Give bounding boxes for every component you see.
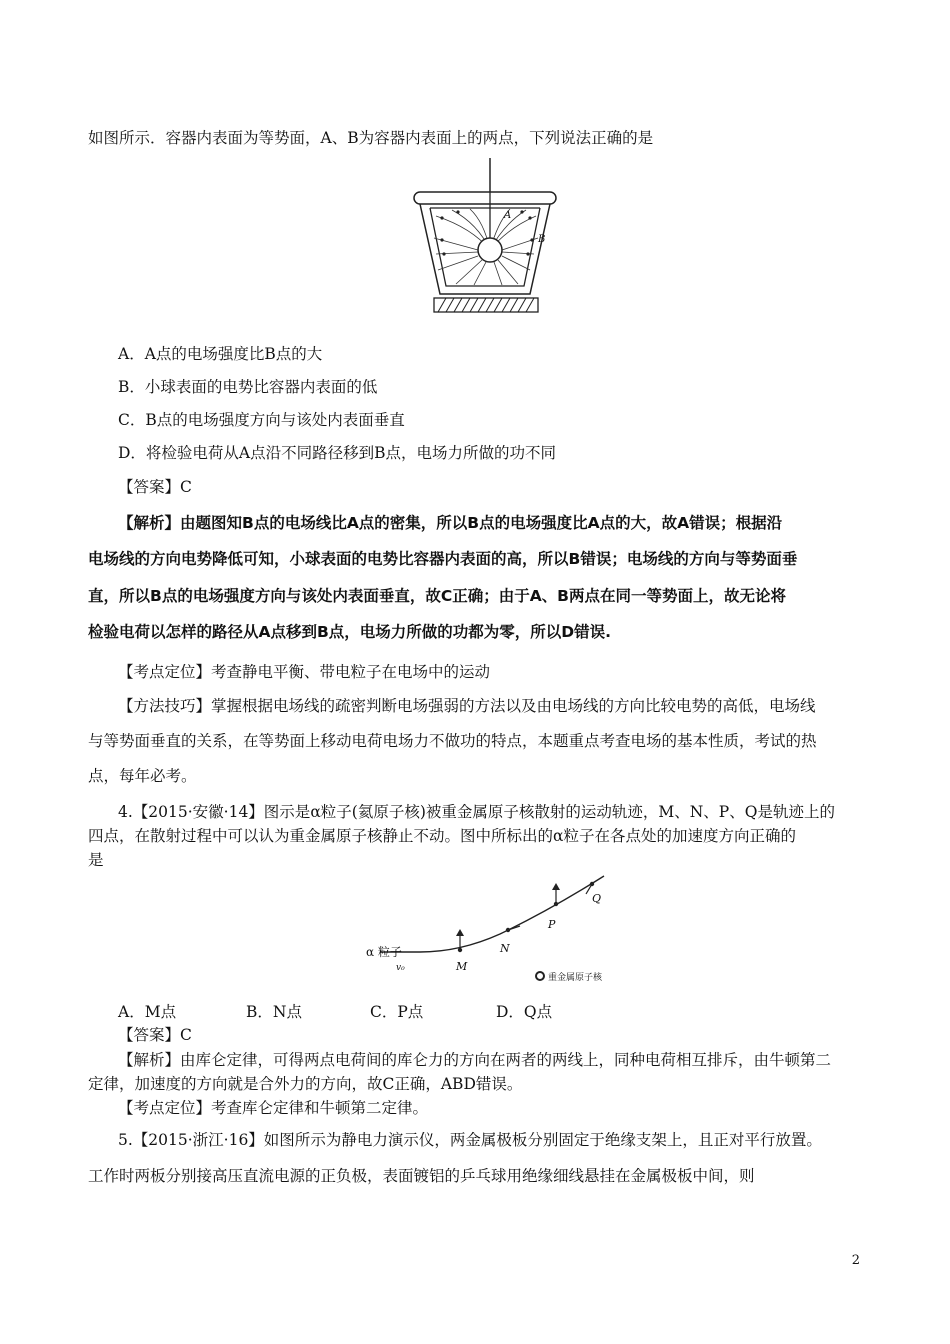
intro-line: 如图所示．容器内表面为等势面，A、B为容器内表面上的两点，下列说法正确的是: [88, 129, 654, 147]
point-m: M: [456, 960, 468, 973]
q5-stem-line2: 工作时两板分别接高压直流电源的正负极，表面镀铝的乒乓球用绝缘细线悬挂在金属极板中间，则: [88, 1167, 755, 1185]
q3-fangfa-line2: 与等势面垂直的关系，在等势面上移动电荷电场力不做功的特点，本题重点考查电场的基本性质，考试的热: [88, 732, 817, 750]
q3-option-c: C．B点的电场强度方向与该处内表面垂直: [118, 411, 405, 429]
q4-option-b: B．N点: [246, 1003, 302, 1021]
point-p: P: [548, 918, 556, 931]
scattering-figure: [360, 872, 630, 992]
q3-option-a: A．A点的电场强度比B点的大: [118, 345, 323, 363]
q3-analysis-line1: 【解析】由题图知B点的电场线比A点的密集，所以B点的电场强度比A点的大，故A错误；根据沿: [118, 514, 783, 532]
q3-analysis-line3: 直，所以B点的电场强度方向与该处内表面垂直，故C正确；由于A、B两点在同一等势面上，故无论将: [88, 587, 787, 605]
q4-option-d: D．Q点: [496, 1003, 553, 1021]
alpha-particle-label: α 粒子: [366, 945, 402, 959]
q3-fangfa-line3: 点，每年必考。: [88, 767, 197, 785]
q5-stem-line1: 5.【2015·浙江·16】如图所示为静电力演示仪，两金属极板分别固定于绝缘支架上，且正对平行放置。: [118, 1131, 822, 1149]
nucleus-legend: 重金属原子核: [548, 973, 603, 983]
point-n: N: [500, 942, 510, 955]
v0-label: v₀: [396, 963, 405, 973]
q4-analysis-line2: 定律，加速度的方向就是合外力的方向，故C正确，ABD错误。: [88, 1075, 523, 1093]
q4-analysis-line1: 【解析】由库仑定律，可得两点电荷间的库仑力的方向在两者的两线上，同种电荷相互排斥，由牛顿第二: [118, 1051, 832, 1069]
q3-option-b: B．小球表面的电势比容器内表面的低: [118, 378, 378, 396]
q3-analysis-line2: 电场线的方向电势降低可知，小球表面的电势比容器内表面的高，所以B错误；电场线的方向与等势面垂: [88, 550, 798, 568]
q4-answer: 【答案】C: [118, 1026, 192, 1044]
label-b: B: [538, 234, 546, 245]
q3-kaodian: 【考点定位】考查静电平衡、带电粒子在电场中的运动: [118, 663, 491, 681]
q4-stem-line2: 四点，在散射过程中可以认为重金属原子核静止不动。图中所标出的α粒子在各点处的加速度方向正确的: [88, 827, 796, 845]
page-number: 2: [851, 1253, 860, 1268]
q4-option-a: A．M点: [118, 1003, 177, 1021]
q4-option-c: C．P点: [370, 1003, 424, 1021]
q3-analysis-line4: 检验电荷以怎样的路径从A点移到B点，电场力所做的功都为零，所以D错误.: [88, 623, 612, 641]
q3-answer: 【答案】C: [118, 478, 192, 496]
q4-stem-line1: 4.【2015·安徽·14】图示是α粒子(氦原子核)被重金属原子核散射的运动轨迹，M、N、P、Q是轨迹上的: [118, 803, 835, 821]
q4-kaodian: 【考点定位】考查库仑定律和牛顿第二定律。: [118, 1099, 429, 1117]
container-figure: [412, 158, 558, 318]
point-q: Q: [592, 892, 602, 905]
q3-fangfa-line1: 【方法技巧】掌握根据电场线的疏密判断电场强弱的方法以及由电场线的方向比较电势的高低，电场线: [118, 697, 816, 715]
q4-stem-line3: 是: [88, 851, 104, 869]
q3-option-d: D．将检验电荷从A点沿不同路径移到B点，电场力所做的功不同: [118, 444, 557, 462]
label-a: A: [504, 210, 512, 221]
